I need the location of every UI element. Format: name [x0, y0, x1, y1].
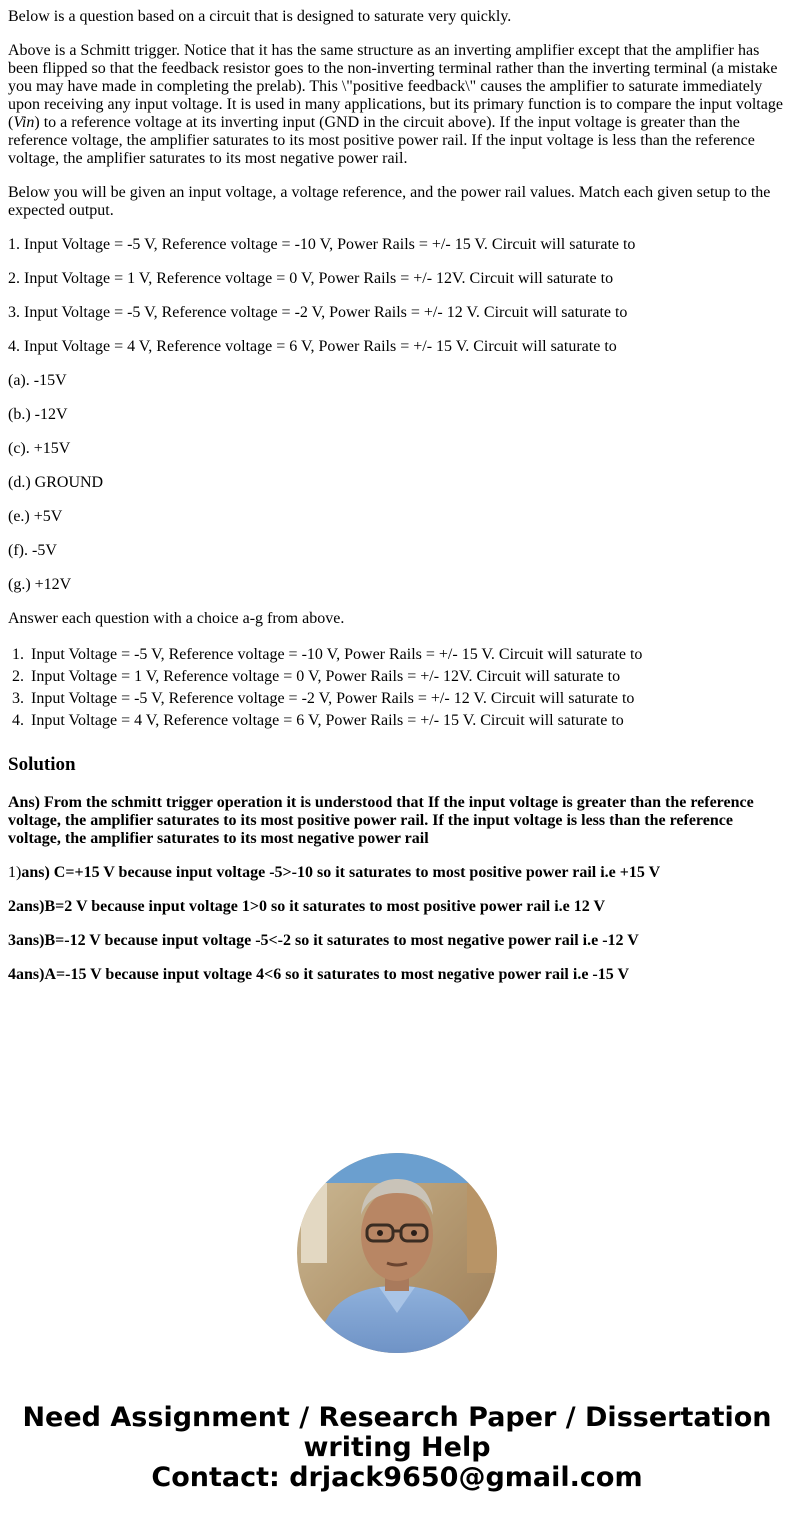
answer-3: 3ans)B=-12 V because input voltage -5<-2 so it saturates to most negative power rail i.e -12 V — [8, 932, 639, 949]
list-item: 2. Input Voltage = 1 V, Reference voltage = 0 V, Power Rails = +/- 12V. Circuit will saturate to — [12, 668, 621, 685]
banner-line: writing Help — [303, 1432, 491, 1463]
choice-a: (a). -15V — [8, 372, 67, 389]
contact-line: Contact: drjack9650@gmail.com — [151, 1462, 643, 1493]
answer-2: 2ans)B=2 V because input voltage 1>0 so it saturates to most positive power rail i.e 12 V — [8, 898, 606, 915]
instructions-paragraph: Below you will be given an input voltage, a voltage reference, and the power rail values. Match each given setup to the expected output. — [8, 184, 771, 219]
answer-instruction: Answer each question with a choice a-g from above. — [8, 610, 345, 627]
answer-1: 1)ans) C=+15 V because input voltage -5>-10 so it saturates to most positive power rail i.e +15 V — [8, 864, 661, 881]
list-item: 4. Input Voltage = 4 V, Reference voltage = 6 V, Power Rails = +/- 15 V. Circuit will saturate to — [12, 712, 624, 729]
list-item: 1. Input Voltage = -5 V, Reference voltage = -10 V, Power Rails = +/- 15 V. Circuit will saturate to — [12, 646, 643, 663]
choice-f: (f). -5V — [8, 542, 57, 559]
question-item: 4. Input Voltage = 4 V, Reference voltage = 6 V, Power Rails = +/- 15 V. Circuit will saturate to — [8, 338, 617, 355]
banner-line: Need Assignment / Research Paper / Dissertation — [22, 1402, 772, 1433]
answer-intro: Ans) From the schmitt trigger operation it is understood that If the input voltage is greater than the reference voltage, the amplifier saturates to its most positive power rail. If the input voltage is less than the reference voltage, the amplifier saturates to its most negative power rail — [8, 794, 754, 847]
choice-g: (g.) +12V — [8, 576, 72, 593]
question-list — [8, 644, 786, 732]
list-item: 3. Input Voltage = -5 V, Reference voltage = -2 V, Power Rails = +/- 12 V. Circuit will saturate to — [12, 690, 635, 707]
document-body — [8, 8, 786, 1000]
answer-4: 4ans)A=-15 V because input voltage 4<6 so it saturates to most negative power rail i.e -15 V — [8, 966, 630, 983]
person-photo-icon — [297, 1153, 497, 1353]
choice-b: (b.) -12V — [8, 406, 68, 423]
question-item: 3. Input Voltage = -5 V, Reference voltage = -2 V, Power Rails = +/- 12 V. Circuit will saturate to — [8, 304, 628, 321]
solution-heading: Solution — [8, 754, 76, 775]
choice-d: (d.) GROUND — [8, 474, 104, 491]
choice-e: (e.) +5V — [8, 508, 63, 525]
intro-text: Below is a question based on a circuit that is designed to saturate very quickly. — [8, 8, 512, 25]
question-item: 2. Input Voltage = 1 V, Reference voltage = 0 V, Power Rails = +/- 12V. Circuit will saturate to — [8, 270, 614, 287]
question-item: 1. Input Voltage = -5 V, Reference voltage = -10 V, Power Rails = +/- 15 V. Circuit will saturate to — [8, 236, 636, 253]
choice-c: (c). +15V — [8, 440, 71, 457]
promo-banner — [0, 1403, 794, 1493]
author-avatar — [297, 1153, 497, 1353]
vin-label: Vin — [13, 114, 35, 131]
description-paragraph: Above is a Schmitt trigger. Notice that it has the same structure as an inverting amplifier except that the amplifier has been flipped so that the feedback resistor goes to the non-inverting terminal rather than the inverting terminal (a mistake you may have made in completing the prelab). This \"positive feedback\" causes the amplifier to saturate immediately upon receiving any input voltage. It is used in many applications, but its primary function is to compare the input voltage (Vin) to a reference voltage at its inverting input (GND in the circuit above). If the input voltage is greater than the reference voltage, the amplifier saturates to its most positive power rail. If the input voltage is less than the reference voltage, the amplifier saturates to its most negative power rail. — [8, 42, 783, 167]
